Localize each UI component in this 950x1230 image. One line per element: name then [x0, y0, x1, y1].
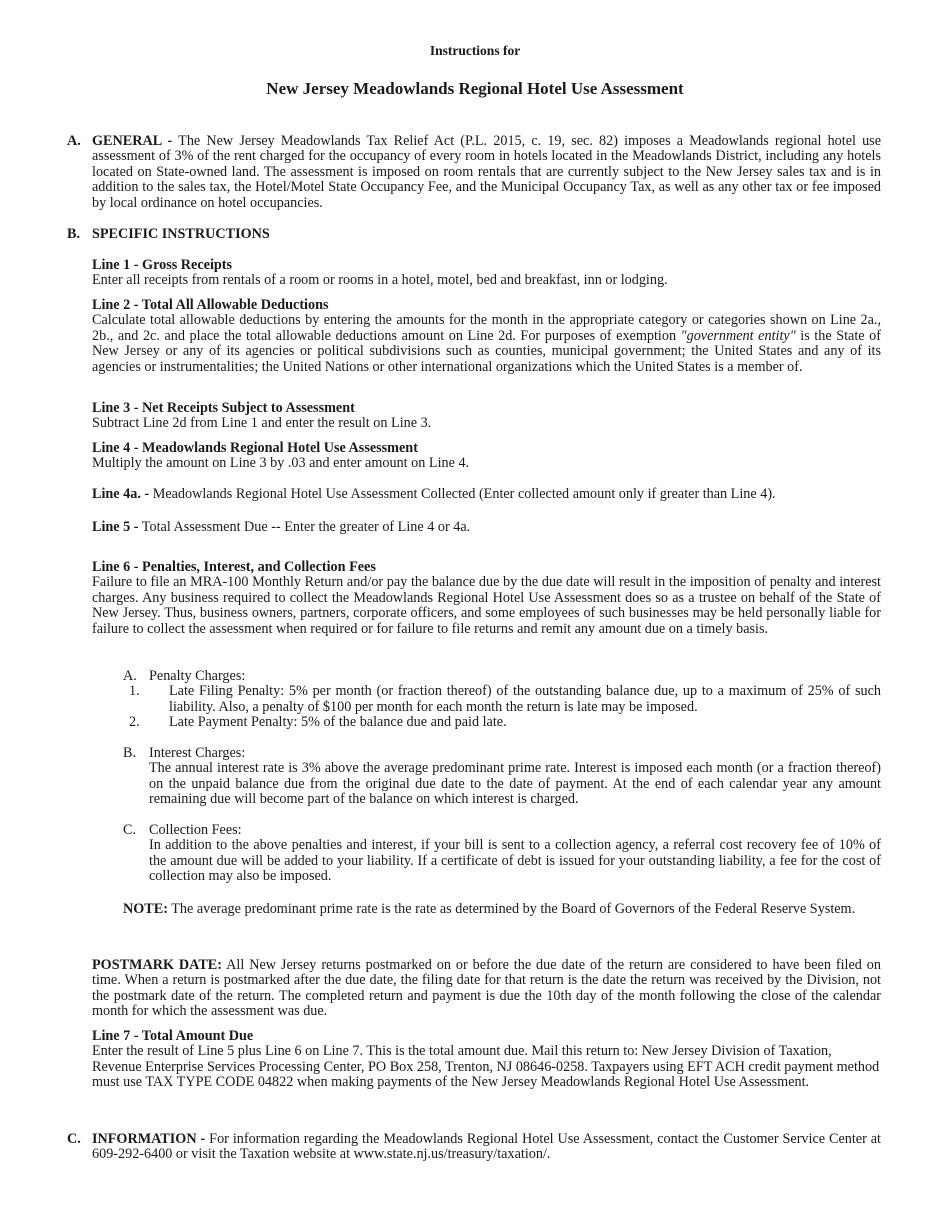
section-c-letter: C. — [67, 1131, 81, 1147]
postmark-text: All New Jersey returns postmarked on or before the due date of the return are considered to have been filed on time. When a return is postmarked after the due date, the filing date for that return is the date the return was received by the Division, not the postmark date of the return. The completed return and payment is due the 10th day of the month following the close of the calendar month for which the assessment was due. — [92, 957, 881, 1020]
line7-text: Enter the result of Line 5 plus Line 6 on Line 7. This is the total amount due. Mail this return to: New Jersey Division of Taxation, Revenue Enterprise Services Processing Center, PO Box 258, Trenton, NJ 08646-0258. Taxpayers using EFT ACH credit payment method must use TAX TYPE CODE 04822 when making payments of the New Jersey Meadowlands Regional Hotel Use Assessment. — [92, 1043, 880, 1091]
penalty-item — [129, 714, 881, 731]
line2-instructions — [92, 298, 881, 375]
line4-instructions — [92, 441, 881, 472]
section-b-letter: B. — [67, 226, 81, 242]
note-label: NOTE: — [123, 901, 168, 917]
collection-fees — [149, 823, 881, 885]
line4a-label: Line 4a. - — [92, 486, 150, 502]
section-a-text: The New Jersey Meadowlands Tax Relief Act (P.L. 2015, c. 19, sec. 82) imposes a Meadowlands regional hotel use assessment of 3% of the rent charged for the occupancy of every room in hotels located in the Meadowlands District, including any hotels located on State-owned land. The assessment is imposed on room rentals that are currently subject to the New Jersey sales tax and is in addition to the sales tax, the Hotel/Motel State Occupancy Fee, and the Municipal Occupancy Tax, as well as any other tax or fee imposed by local ordinance on hotel occupancies. — [92, 133, 881, 211]
line5-instructions — [92, 520, 881, 535]
collection-text: In addition to the above penalties and interest, if your bill is sent to a collection agency, a referral cost recovery fee of 10% of the amount due will be added to your liability. If a certificate of debt is issued for your outstanding liability, a fee for the cost of collection may also be imposed. — [149, 837, 881, 885]
document-pretitle: Instructions for — [429, 43, 521, 58]
line1-instructions — [92, 258, 881, 289]
section-b-heading: SPECIFIC INSTRUCTIONS — [92, 226, 270, 242]
penalty-item-number: 1. — [129, 683, 140, 700]
line1-text: Enter all receipts from rentals of a room or rooms in a hotel, motel, bed and breakfast, inn or lodging. — [92, 272, 668, 289]
collection-title: Collection Fees: — [149, 822, 242, 838]
line6-text: Failure to file an MRA-100 Monthly Return and/or pay the balance due by the due date will result in the imposition of penalty and interest charges. Any business required to collect the Meadowlands Regional Hotel Use Assessment does so as a trustee on behalf of the State of New Jersey. Thus, business owners, partners, corporate officers, and some employees of such businesses may be held personally liable for failure to collect the assessment when required or for failure to file returns and remit any amount due on a timely basis. — [92, 574, 881, 637]
line2-title: Line 2 - Total All Allowable Deductions — [92, 297, 329, 313]
section-c-text: For information regarding the Meadowlands Regional Hotel Use Assessment, contact the Customer Service Center at 609-292-6400 or visit the Taxation website at www.state.nj.us/treasury/taxation/. — [92, 1131, 881, 1163]
line4a-text: Meadowlands Regional Hotel Use Assessment Collected (Enter collected amount only if greater than Line 4). — [149, 486, 776, 502]
line2-text-b: is the State of New Jersey or any of its agencies or political subdivisions such as counties, municipal government; the United States and any of its agencies or instrumentalities; the United Nations or other international organizations which the United States is a member of. — [92, 327, 881, 375]
penalty-item — [129, 683, 881, 715]
line5-label: Line 5 - — [92, 519, 139, 535]
line3-title: Line 3 - Net Receipts Subject to Assessment — [92, 400, 355, 416]
line4a-instructions — [92, 487, 881, 502]
postmark-label: POSTMARK DATE: — [92, 957, 222, 973]
penalty-item-text: Late Payment Penalty: 5% of the balance due and paid late. — [169, 714, 507, 731]
line6-instructions — [92, 560, 881, 637]
section-a-letter: A. — [67, 133, 81, 149]
section-c-heading: INFORMATION - — [92, 1131, 206, 1147]
line7-instructions — [92, 1029, 881, 1091]
line4-text: Multiply the amount on Line 3 by .03 and enter amount on Line 4. — [92, 455, 470, 472]
penalty-title: Penalty Charges: — [149, 668, 246, 684]
line7-title: Line 7 - Total Amount Due — [92, 1028, 254, 1044]
document-title: New Jersey Meadowlands Regional Hotel Use Assessment — [266, 79, 684, 98]
line5-text: Total Assessment Due -- Enter the greater of Line 4 or 4a. — [138, 519, 471, 535]
interest-label: B. — [123, 745, 137, 761]
line1-title: Line 1 - Gross Receipts — [92, 257, 233, 273]
section-a-general — [92, 134, 881, 211]
section-a-heading: GENERAL - — [92, 133, 173, 149]
line6-title: Line 6 - Penalties, Interest, and Collection Fees — [92, 559, 376, 575]
interest-text: The annual interest rate is 3% above the average predominant prime rate. Interest is imposed each month (or a fraction thereof) on the unpaid balance due from the original due date to the date of payment. At the end of each calendar year any amount remaining due will become part of the balance on which interest is charged. — [149, 760, 881, 808]
postmark-date — [92, 958, 881, 1020]
line2-term: "government entity" — [680, 327, 796, 344]
line2-text — [92, 313, 881, 375]
penalty-charges — [129, 668, 881, 731]
collection-label: C. — [123, 822, 137, 838]
note-text: The average predominant prime rate is the rate as determined by the Board of Governors of the Federal Reserve System. — [167, 901, 856, 917]
interest-title: Interest Charges: — [149, 745, 246, 761]
line3-text: Subtract Line 2d from Line 1 and enter the result on Line 3. — [92, 415, 432, 432]
penalty-item-number: 2. — [129, 714, 140, 731]
line2-text-a: Calculate total allowable deductions by entering the amounts for the month in the appropriate category or categories shown on Line 2a., 2b., and 2c. and place the total allowable deductions amount on Line 2d. For purposes of exemption — [92, 312, 881, 344]
line3-instructions — [92, 401, 881, 432]
section-c-information — [92, 1132, 881, 1163]
penalty-label: A. — [123, 668, 137, 684]
line4-title: Line 4 - Meadowlands Regional Hotel Use Assessment — [92, 440, 418, 456]
note — [123, 902, 881, 917]
penalty-item-text: Late Filing Penalty: 5% per month (or fraction thereof) of the outstanding balance due, up to a maximum of 25% of such liability. Also, a penalty of $100 per month for each month the return is late may be imposed. — [169, 683, 881, 715]
interest-charges — [149, 746, 881, 808]
